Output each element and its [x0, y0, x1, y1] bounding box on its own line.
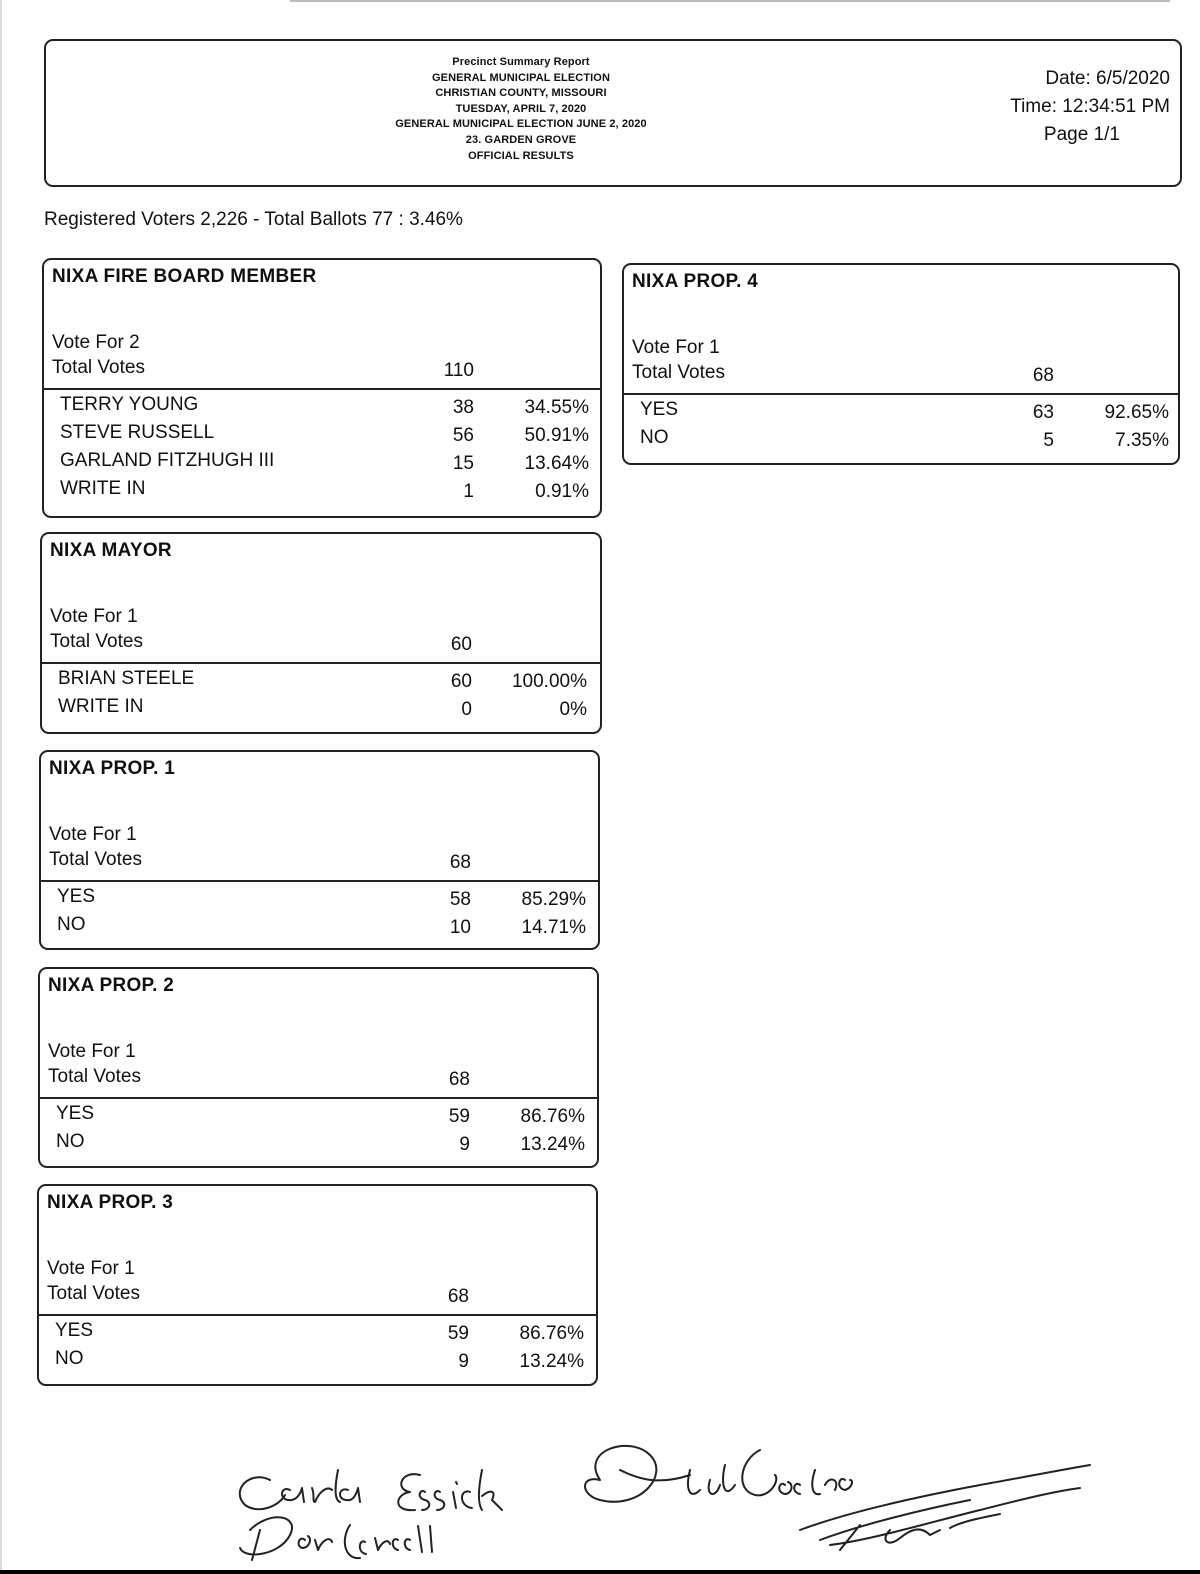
candidate-name: TERRY YOUNG [60, 394, 199, 415]
candidate-name: STEVE RUSSELL [60, 422, 215, 443]
contest-title: NIXA PROP. 1 [49, 758, 176, 779]
precinct-name: 23. GARDEN GROVE [465, 133, 577, 146]
choice-percent: 13.24% [519, 1351, 584, 1372]
divider [41, 880, 598, 882]
vote-for-label: Vote For 1 [47, 1258, 135, 1279]
report-time: Time: 12:34:51 PM [1010, 96, 1170, 117]
total-votes-label: Total Votes [48, 1066, 141, 1087]
divider [44, 388, 600, 390]
report-date: Date: 6/5/2020 [1045, 68, 1170, 89]
vote-for-label: Vote For 2 [52, 332, 140, 353]
signature-3 [585, 1446, 852, 1502]
contest-prop-3 [37, 1184, 598, 1386]
choice-votes: 10 [449, 917, 471, 938]
candidate-percent: 50.91% [524, 425, 589, 446]
signature-2 [240, 1517, 332, 1560]
contest-prop-4 [622, 263, 1180, 465]
divider [40, 1097, 597, 1099]
election-subtitle: GENERAL MUNICIPAL ELECTION JUNE 2, 2020 [395, 118, 647, 131]
candidate-votes: 38 [452, 397, 474, 418]
choice-row [41, 886, 598, 914]
total-votes-value: 68 [449, 852, 471, 873]
page-number: Page 1/1 [1043, 124, 1120, 145]
choice-votes: 5 [1043, 430, 1054, 451]
report-meta [1010, 65, 1170, 149]
choice-name: NO [56, 1131, 85, 1152]
contest-title: NIXA MAYOR [50, 540, 172, 561]
total-votes-label: Total Votes [50, 631, 143, 652]
contest-title: NIXA FIRE BOARD MEMBER [52, 266, 317, 287]
choice-row [624, 399, 1178, 427]
total-votes-label: Total Votes [52, 357, 145, 378]
vote-for-label: Vote For 1 [632, 337, 720, 358]
total-votes-value: 60 [450, 634, 472, 655]
candidate-percent: 100.00% [511, 671, 587, 692]
signatures [220, 1430, 1120, 1570]
total-votes-value: 68 [447, 1286, 469, 1307]
results-status: OFFICIAL RESULTS [468, 149, 574, 162]
scan-edge-top [290, 0, 1170, 2]
candidate-name: BRIAN STEELE [58, 668, 195, 689]
election-name: GENERAL MUNICIPAL ELECTION [432, 71, 610, 84]
choice-votes: 9 [459, 1134, 470, 1155]
candidate-votes: 56 [452, 425, 474, 446]
choice-votes: 59 [448, 1106, 470, 1127]
candidate-row [42, 696, 600, 724]
choice-name: NO [57, 914, 86, 935]
contest-title: NIXA PROP. 3 [47, 1192, 174, 1213]
candidate-percent: 13.64% [524, 453, 589, 474]
total-votes-value: 110 [443, 360, 474, 381]
turnout-summary: Registered Voters 2,226 - Total Ballots 77 : 3.46% [44, 209, 463, 230]
choice-name: YES [57, 886, 96, 907]
candidate-percent: 34.55% [524, 397, 589, 418]
choice-votes: 9 [458, 1351, 469, 1372]
choice-percent: 13.24% [520, 1134, 585, 1155]
choice-percent: 85.29% [521, 889, 586, 910]
choice-name: YES [55, 1320, 94, 1341]
choice-percent: 7.35% [1115, 430, 1169, 451]
choice-percent: 14.71% [521, 917, 586, 938]
candidate-percent: 0% [559, 699, 587, 720]
candidate-percent: 0.91% [535, 481, 589, 502]
vote-for-label: Vote For 1 [48, 1041, 136, 1062]
candidate-row [44, 394, 600, 422]
total-votes-label: Total Votes [47, 1283, 140, 1304]
candidate-row [42, 668, 600, 696]
divider [39, 1314, 596, 1316]
choice-percent: 86.76% [520, 1106, 585, 1127]
contest-title: NIXA PROP. 2 [48, 975, 175, 996]
choice-percent: 92.65% [1104, 402, 1169, 423]
choice-votes: 63 [1032, 402, 1054, 423]
report-header [44, 39, 1182, 187]
candidate-votes: 15 [452, 453, 474, 474]
candidate-row [44, 450, 600, 478]
signature-4 [800, 1465, 1090, 1550]
choice-name: YES [640, 399, 679, 420]
divider [624, 393, 1178, 395]
contest-prop-2 [38, 967, 599, 1168]
vote-for-label: Vote For 1 [49, 824, 137, 845]
candidate-name: GARLAND FITZHUGH III [60, 450, 275, 471]
report-title-block [346, 55, 696, 164]
choice-row [40, 1131, 597, 1159]
choice-name: YES [56, 1103, 95, 1124]
vote-for-label: Vote For 1 [50, 606, 138, 627]
choice-row [39, 1320, 596, 1348]
candidate-name: WRITE IN [58, 696, 144, 717]
total-votes-label: Total Votes [49, 849, 142, 870]
choice-row [41, 914, 598, 942]
candidate-name: WRITE IN [60, 478, 146, 499]
signature-1 [240, 1470, 360, 1509]
choice-row [40, 1103, 597, 1131]
divider [42, 662, 600, 664]
candidate-votes: 1 [463, 481, 474, 502]
choice-percent: 86.76% [519, 1323, 584, 1344]
choice-row [624, 427, 1178, 455]
choice-name: NO [55, 1348, 84, 1369]
contest-prop-1 [39, 750, 600, 950]
candidate-row [44, 478, 600, 506]
report-title: Precinct Summary Report [452, 56, 590, 68]
scan-edge-bottom [0, 1570, 1200, 1574]
total-votes-label: Total Votes [632, 362, 725, 383]
candidate-votes: 60 [450, 671, 472, 692]
county-name: CHRISTIAN COUNTY, MISSOURI [435, 87, 607, 100]
choice-name: NO [640, 427, 669, 448]
candidate-votes: 0 [461, 699, 472, 720]
total-votes-value: 68 [1032, 365, 1054, 386]
candidate-row [44, 422, 600, 450]
scan-edge-left [0, 0, 2, 1574]
contest-fire-board [42, 258, 602, 518]
election-date: TUESDAY, APRIL 7, 2020 [455, 102, 587, 115]
contest-title: NIXA PROP. 4 [632, 271, 759, 292]
choice-votes: 59 [447, 1323, 469, 1344]
choice-row [39, 1348, 596, 1376]
choice-votes: 58 [449, 889, 471, 910]
contest-mayor [40, 532, 602, 734]
total-votes-value: 68 [448, 1069, 470, 1090]
